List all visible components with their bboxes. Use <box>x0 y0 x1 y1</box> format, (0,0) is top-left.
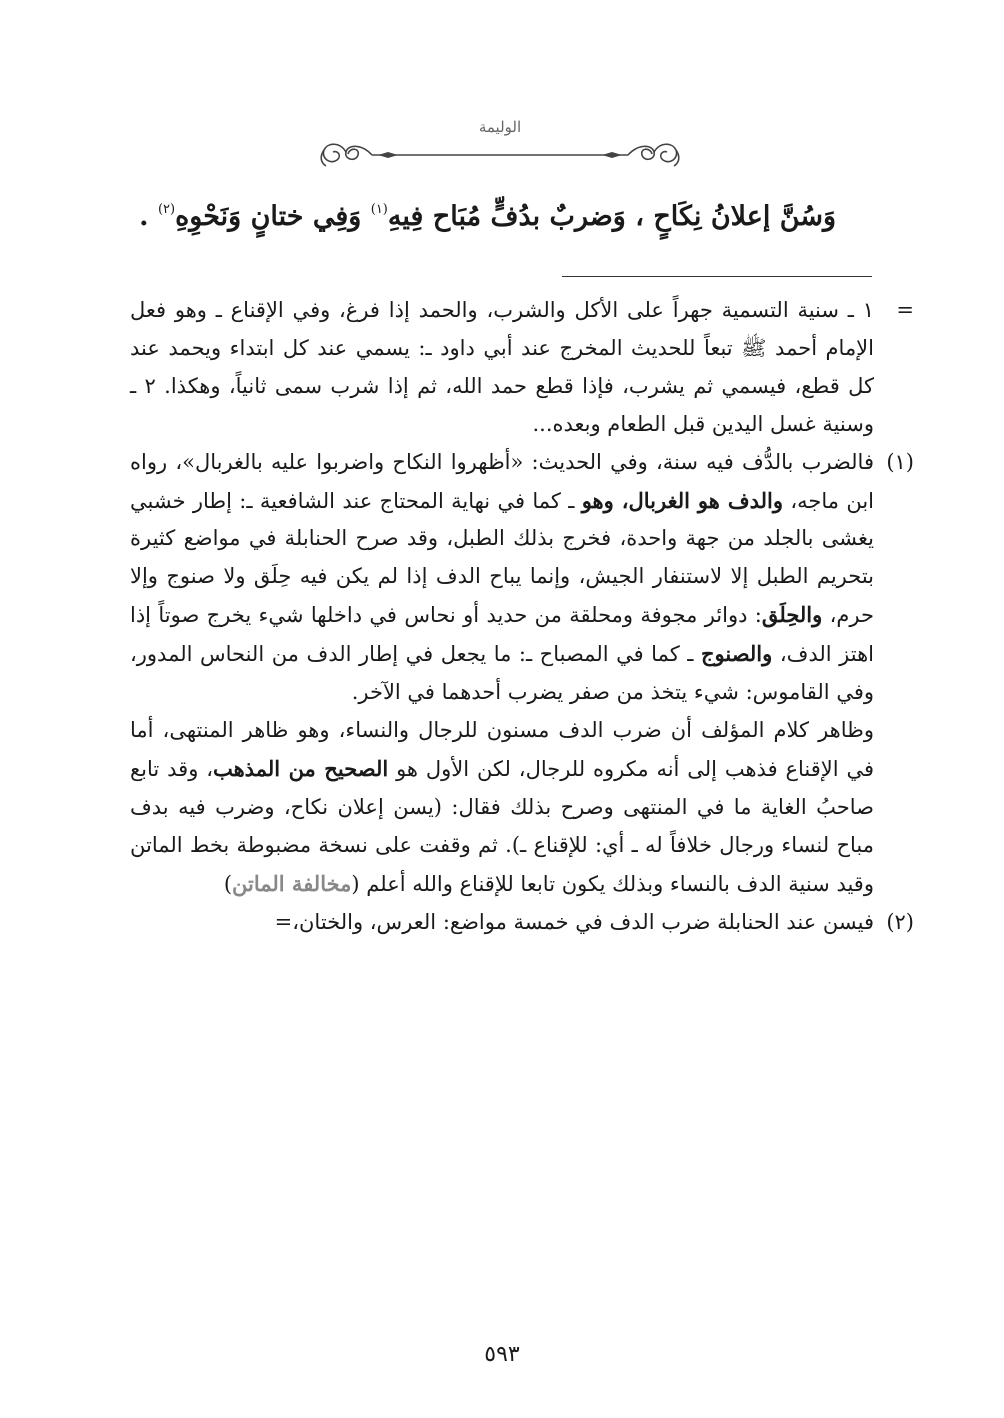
bold-term: والصنوج <box>700 641 773 667</box>
footnote-marker: (١) <box>886 449 914 474</box>
footnote-text: ـ كما في نهاية المحتاج عند الشافعية ـ: إطار خشبي يغشى بالجلد من جهة واحدة، فخرج بذلك الطبل، وقد صرح الحنابلة في مواضع كثيرة بتحريم الطبل إلا لاستنفار الجيش، وإنما يباح الدف إذا لم يكن فيه حِلَق ولا صنوج وإلا حرم، <box>130 488 874 628</box>
gray-annotation: مخالفة الماتن <box>232 870 352 896</box>
footnotes <box>130 292 914 941</box>
main-text-part: وَفِي ختانٍ وَنَحْوِهِ <box>175 201 371 232</box>
footnote-text: ـ كما في المصباح ـ: ما يجعل في إطار الدف من النحاس المدور، وفي القاموس: شيء يتخذ من صفر يضرب أحدهما في الآخر. <box>130 642 874 705</box>
continuation-marker: = <box>896 298 914 322</box>
footnote-text: فيسن عند الحنابلة ضرب الدف في خمسة مواضع: العرس، والختان،= <box>274 909 874 934</box>
bold-term: والدف هو الغربال، وهو <box>581 487 783 513</box>
bold-term: الصحيح من المذهب <box>212 755 389 781</box>
page-number: ٥٩٣ <box>484 1342 520 1367</box>
footnote-text: فالضرب بالدُّف فيه سنة، وفي الحديث: «أظهروا النكاح واضربوا عليه بالغربال»، رواه ابن ماجه، <box>130 449 874 513</box>
running-header <box>310 112 690 172</box>
main-text-end: . <box>139 201 158 232</box>
footnote-text: ، وقد تابع صاحبُ الغاية ما في المنتهى وصرح بذلك فقال: (يسن إعلان نكاح، وضرب فيه بدف مباح لنساء ورجال خلافاً له ـ أي: للإقناع ـ). ثم وقفت على نسخة مضبوطة بخط الماتن وقيد سنية الدف بالنساء وبذلك يكون تابعا للإقناع والله أعلم ( <box>130 756 874 896</box>
footnote-marker: (٢) <box>886 909 914 934</box>
footnote-2 <box>130 904 914 942</box>
header-title: الوليمة <box>478 118 522 136</box>
footnote-continuation <box>130 292 914 444</box>
footnote-separator <box>562 276 872 277</box>
footnote-text: وظاهر كلام المؤلف أن ضرب الدف مسنون للرجال والنساء، وهو ظاهر المنتهى، أما في الإقناع فذهب إلى أنه مكروه للرجال، لكن الأول هو <box>130 717 875 781</box>
footnote-1 <box>130 444 914 712</box>
footnote-text: : دوائر مجوفة ومحلقة من حديد أو نحاس في داخلها شيء يخرج صوتاً إذا اهتز الدف، <box>130 603 874 667</box>
footnote-text: ) <box>223 871 233 896</box>
footnote-ref-2: (٢) <box>157 202 176 217</box>
footnote-1-paragraph-2 <box>130 712 874 904</box>
ornament-divider-icon <box>310 138 690 172</box>
main-text-line <box>136 192 836 242</box>
bold-term: والحِلَق <box>761 602 823 628</box>
main-text-part: وَسُنَّ إعلانُ نِكَاحٍ ، وَضربٌ بدُفٍّ مُبَاح فِيهِ <box>387 201 836 232</box>
footnote-ref-1: (١) <box>370 202 388 217</box>
footnote-text: ١ ـ سنية التسمية جهراً على الأكل والشرب، والحمد إذا فرغ، وفي الإقناع ـ وهو فعل الإمام أحمد ﷺ تبعاً للحديث المخرج عند أبي داود ـ: يسمي عند كل ابتداء ويحمد عند كل قطع، فيسمي ثم يشرب، فإذا قطع حمد الله، ثم إذا شرب سمى ثانياً، وهكذا. ٢ ـ وسنية غسل اليدين قبل الطعام وبعده... <box>130 298 874 436</box>
